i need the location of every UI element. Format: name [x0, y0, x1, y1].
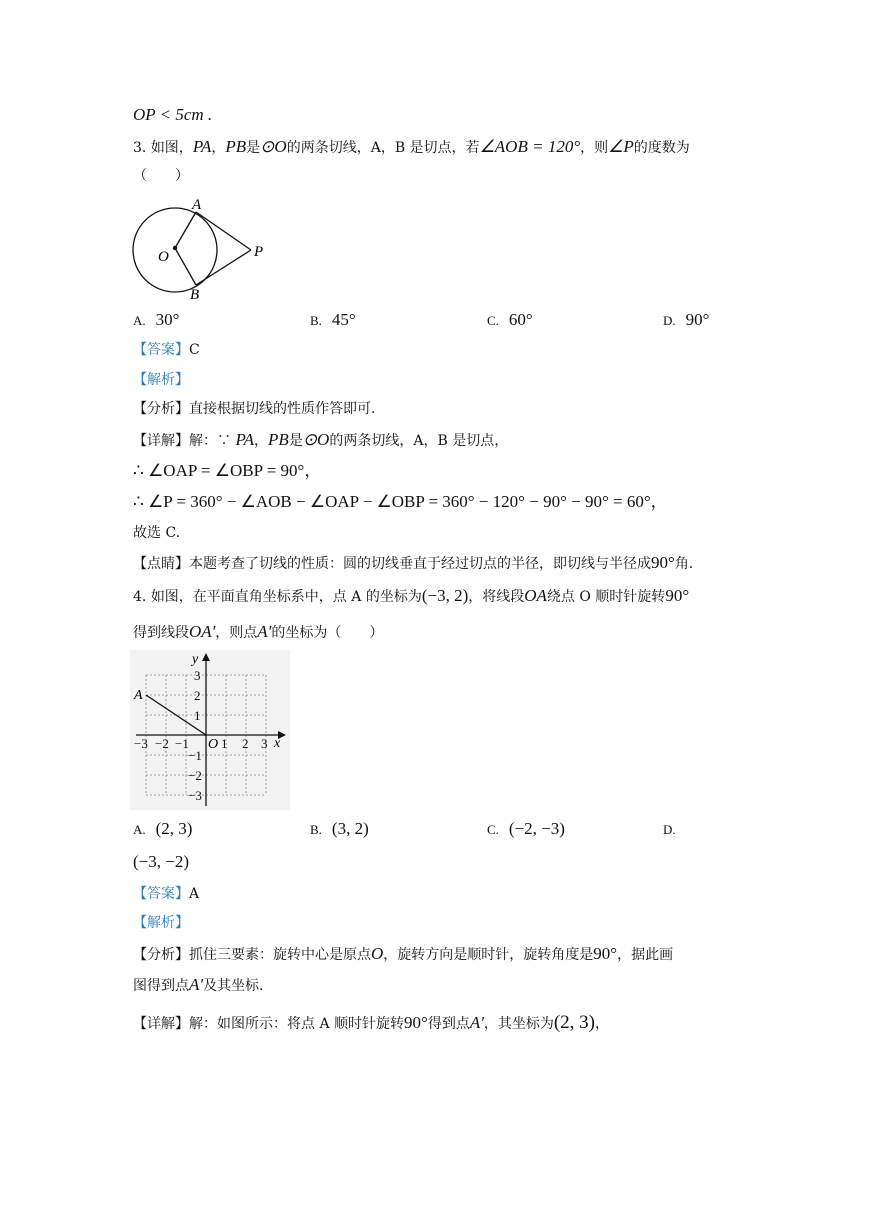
fenxi-tag: 【分析】 [133, 401, 189, 417]
q4-ytick: 1 [194, 708, 201, 723]
q4-option-d-value: (−3, −2) [133, 852, 189, 871]
q3-option-d [663, 309, 709, 332]
q4-fenxi: ，旋转方向是顺时针，旋转角度是 [383, 947, 594, 963]
q4-option-a [133, 818, 192, 841]
dianjing-tag: 【点睛】 [133, 556, 189, 572]
q4-xiangjie-a-prime: A' [469, 1013, 484, 1032]
q4-xtick: 1 [221, 736, 228, 751]
q4-analysis-tag: 【解析】 [133, 915, 189, 931]
q3-center-dot [173, 246, 177, 250]
option-label: A. [133, 822, 146, 837]
q3-conclusion: 故选 C. [133, 525, 181, 541]
q3-text: ，则 [580, 140, 609, 156]
q4-text: 如图，在平面直角坐标系中，点 A 的坐标为 [150, 589, 422, 605]
q4-text: ，则点 [215, 625, 258, 641]
q4-text: 绕点 O 顺时针旋转 [546, 589, 666, 605]
q3-label-o: O [158, 249, 169, 265]
q4-fenxi: 抓住三要素：旋转中心是原点 [189, 947, 371, 963]
q4-fenxi-o: O [371, 944, 384, 963]
q3-radius-oa [175, 212, 196, 248]
q3-circle-o: ⊙O [260, 137, 287, 156]
q4-oa-prime: OA' [189, 622, 216, 641]
q3-number: 3. [133, 140, 147, 156]
q4-text: 得到线段 [133, 625, 189, 641]
option-label: B. [310, 822, 322, 837]
option-value: (2, 3) [155, 819, 193, 838]
q4-fenxi-deg: 90° [593, 944, 618, 963]
q4-y-label: y [192, 652, 199, 667]
top-fragment: OP < 5cm . [133, 105, 213, 124]
xiangjie-tag: 【详解】 [133, 433, 189, 449]
q3-circle-o: ⊙O [302, 430, 330, 449]
q3-label-a: A [192, 197, 202, 213]
option-value: (−2, −3) [508, 819, 565, 838]
option-label: D. [663, 313, 676, 328]
q4-fenxi-line2 [133, 974, 263, 997]
q3-answer-line [133, 339, 200, 361]
q3-sep: ， [254, 433, 269, 449]
q4-fenxi: ，据此画 [617, 947, 674, 963]
option-label: C. [487, 822, 499, 837]
q4-xiangjie-deg: 90° [404, 1013, 428, 1032]
q3-answer: C [189, 342, 200, 358]
q3-pa: PA [192, 137, 212, 156]
q4-xtick: −3 [134, 736, 148, 751]
q4-answer: A [189, 886, 200, 902]
q3-text: 是 [246, 140, 261, 156]
q4-ytick: −3 [188, 788, 202, 803]
q3-xiangjie: 解：∵ [189, 433, 231, 449]
q4-option-b [310, 818, 369, 841]
q3-angle-aob: ∠AOB = 120° [479, 137, 581, 156]
q3-angle-p: ∠P [608, 137, 634, 156]
option-label: A. [133, 313, 146, 328]
q4-ytick: −1 [188, 748, 202, 763]
q4-xtick: 2 [242, 736, 249, 751]
q4-ytick: −2 [188, 768, 202, 783]
q4-xiangjie: 解：如图所示：将点 A 顺时针旋转 [189, 1016, 405, 1032]
q3-fenxi-line [133, 398, 375, 420]
option-value: 30° [155, 310, 180, 329]
q4-xtick: 3 [261, 736, 268, 751]
q4-stem-cont [133, 621, 383, 644]
q4-fenxi: 图得到点 [133, 978, 189, 994]
q3-tangent-pa [196, 212, 251, 250]
q3-stem [133, 136, 690, 159]
q3-xiangjie-line [133, 429, 508, 452]
q4-xiangjie: ， [595, 1016, 610, 1032]
q4-xiangjie-line [133, 1012, 609, 1035]
q4-stem [133, 585, 689, 608]
q4-xtick: −2 [155, 736, 169, 751]
q3-xiangjie: 是 [288, 433, 303, 449]
option-label: C. [487, 313, 499, 328]
q4-ytick: 3 [194, 668, 201, 683]
q3-dianjing: 本题考查了切线的性质：圆的切线垂直于经过切点的半径，即切线与半径成 [189, 556, 651, 572]
q3-step1: ∴ ∠OAP = ∠OBP = 90°， [133, 461, 322, 480]
q3-text: 的两条切线，A，B 是切点，若 [286, 140, 480, 156]
q3-tangent-pb [196, 250, 251, 285]
q3-option-a [133, 309, 179, 332]
q3-pa: PA [235, 430, 255, 449]
xiangjie-tag: 【详解】 [133, 1016, 189, 1032]
q3-analysis-tag: 【解析】 [133, 372, 189, 388]
q4-fenxi-line [133, 943, 673, 966]
q4-ytick: 2 [194, 688, 201, 703]
q4-x-label: x [274, 736, 281, 751]
option-label: D. [663, 822, 676, 837]
q3-step2: ∴ ∠P = 360° − ∠AOB − ∠OAP − ∠OBP = 360° − 120° − 90° − 90° = 60°， [133, 492, 668, 511]
q4-coord-a: (−3, 2) [421, 586, 469, 605]
q4-oa: OA [524, 586, 547, 605]
q4-text: 的坐标为（ ） [271, 625, 384, 641]
q3-label-b: B [190, 287, 200, 303]
option-value: 90° [685, 310, 710, 329]
q4-origin-label: O [208, 737, 219, 752]
q4-answer-line [133, 883, 199, 905]
q3-pb: PB [225, 137, 247, 156]
q3-text: 如图， [150, 140, 193, 156]
q4-fenxi-a-prime: A' [189, 975, 204, 994]
q3-dianjing: 角. [674, 556, 694, 572]
q4-coordinate-figure [130, 650, 290, 810]
q3-xiangjie: 的两条切线，A，B 是切点， [329, 433, 509, 449]
q4-xtick: −1 [175, 736, 189, 751]
q3-figure [130, 195, 270, 305]
q4-number: 4. [133, 589, 147, 605]
q4-a-prime: A' [257, 622, 272, 641]
q4-label-a: A [134, 688, 143, 703]
q3-option-c [487, 309, 533, 332]
q4-xiangjie: 得到点 [427, 1016, 470, 1032]
q3-radius-ob [175, 248, 196, 285]
q3-pb: PB [268, 430, 289, 449]
q4-xiangjie-coord: (2, 3) [553, 1012, 596, 1033]
q3-dianjing-line [133, 552, 693, 575]
q4-text: ，将线段 [468, 589, 525, 605]
option-value: (3, 2) [331, 819, 369, 838]
option-label: B. [310, 313, 322, 328]
fenxi-tag: 【分析】 [133, 947, 189, 963]
q4-xiangjie: ，其坐标为 [483, 1016, 554, 1032]
q4-fenxi: 及其坐标. [203, 978, 264, 994]
q3-fenxi: 直接根据切线的性质作答即可. [189, 401, 376, 417]
q3-label-p: P [254, 244, 264, 260]
q3-sep: ， [211, 140, 226, 156]
option-value: 60° [508, 310, 533, 329]
answer-tag: 【答案】 [133, 342, 189, 358]
q4-option-c [487, 818, 565, 841]
q4-deg: 90° [665, 586, 690, 605]
q3-option-b [310, 309, 356, 332]
q3-text: 的度数为 [633, 140, 690, 156]
option-value: 45° [331, 310, 356, 329]
q4-option-d [663, 818, 686, 841]
q3-paren: （ ） [133, 168, 189, 184]
q3-dianjing-deg: 90° [651, 553, 675, 572]
answer-tag: 【答案】 [133, 886, 189, 902]
